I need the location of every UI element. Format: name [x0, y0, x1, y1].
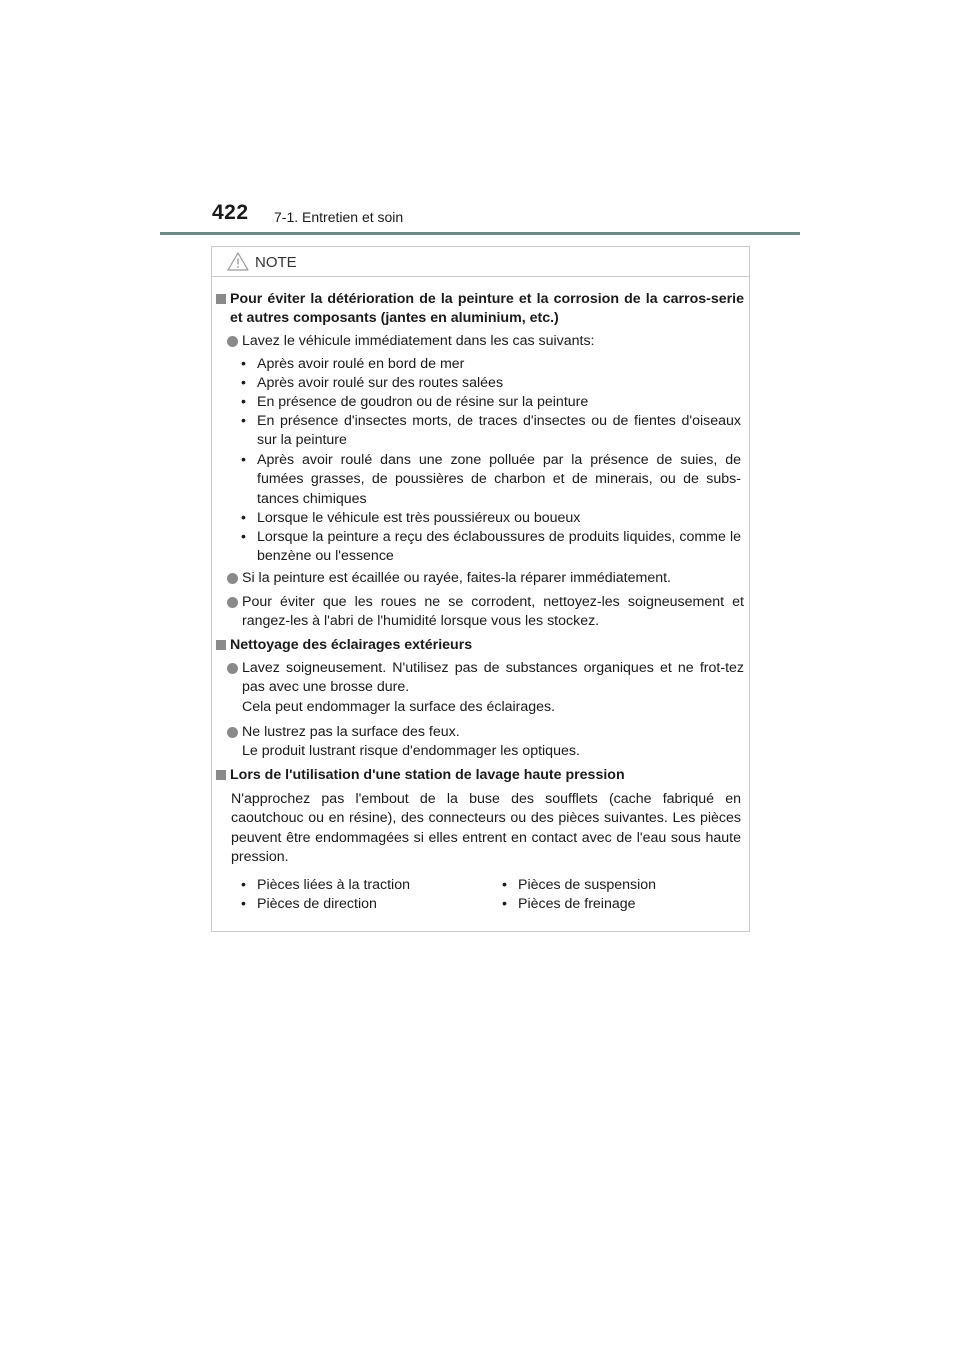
sub-item: • Lorsque la peinture a reçu des éclaboussures de produits liquides, comme le benzène ou l'essence — [241, 529, 741, 565]
square-bullet-icon — [216, 640, 226, 650]
bullet-item: Si la peinture est écaillée ou rayée, faites-la réparer immédiatement. — [227, 569, 744, 588]
note-header — [212, 247, 749, 277]
bullet-item: Lavez le véhicule immédiatement dans les cas suivants: — [227, 332, 744, 351]
paragraph: N'approchez pas l'embout de la buse des soufflets (cache fabriqué en caoutchouc ou en résine), des connecteurs ou des pièces suivantes. Les pièces peuvent être endommagées si elles entrent en contact avec de l'eau sous haute pression. — [231, 791, 741, 865]
section-heading: Lors de l'utilisation d'une station de lavage haute pression — [216, 766, 744, 785]
sub-item: • Pièces de freinage — [502, 896, 636, 912]
round-bullet-icon — [227, 727, 238, 738]
section-heading: Nettoyage des éclairages extérieurs — [216, 636, 744, 655]
round-bullet-icon — [227, 336, 238, 347]
note-title: NOTE — [255, 254, 297, 271]
section-heading: Pour éviter la détérioration de la peinture et la corrosion de la carros-serie et autres composants (jantes en aluminium, etc.) — [216, 290, 744, 329]
bullet-item: Ne lustrez pas la surface des feux. Le produit lustrant risque d'endommager les optiques. — [227, 723, 744, 762]
header-rule — [160, 232, 800, 235]
square-bullet-icon — [216, 294, 226, 304]
sub-item: • En présence d'insectes morts, de traces d'insectes ou de fientes d'oiseaux sur la peinture — [241, 413, 741, 449]
note-box — [211, 246, 750, 932]
round-bullet-icon — [227, 573, 238, 584]
page-number: 422 — [212, 201, 249, 224]
sub-item: • Après avoir roulé en bord de mer — [241, 356, 465, 372]
round-bullet-icon — [227, 597, 238, 608]
bullet-item: Pour éviter que les roues ne se corrodent, nettoyez-les soigneusement et rangez-les à l'abri de l'humidité lorsque vous les stockez. — [227, 593, 744, 632]
bullet-item: Lavez soigneusement. N'utilisez pas de substances organiques et ne frot-tez pas avec une brosse dure. Cela peut endommager la surface des éclairages. — [227, 659, 744, 717]
sub-item: • Après avoir roulé dans une zone polluée par la présence de suies, de fumées grasses, de poussières de charbon et de minerais, ou de subs-tances chimiques — [241, 452, 741, 507]
section-title: 7-1. Entretien et soin — [274, 209, 404, 225]
sub-item: • Lorsque le véhicule est très poussiéreux ou boueux — [241, 510, 581, 526]
round-bullet-icon — [227, 663, 238, 674]
sub-item: • Après avoir roulé sur des routes salées — [241, 375, 504, 391]
sub-item: • Pièces de direction — [241, 896, 377, 912]
sub-item: • Pièces liées à la traction — [241, 877, 410, 893]
sub-item: • En présence de goudron ou de résine sur la peinture — [241, 394, 589, 410]
sub-item: • Pièces de suspension — [502, 877, 657, 893]
warning-icon — [227, 252, 249, 271]
square-bullet-icon — [216, 770, 226, 780]
